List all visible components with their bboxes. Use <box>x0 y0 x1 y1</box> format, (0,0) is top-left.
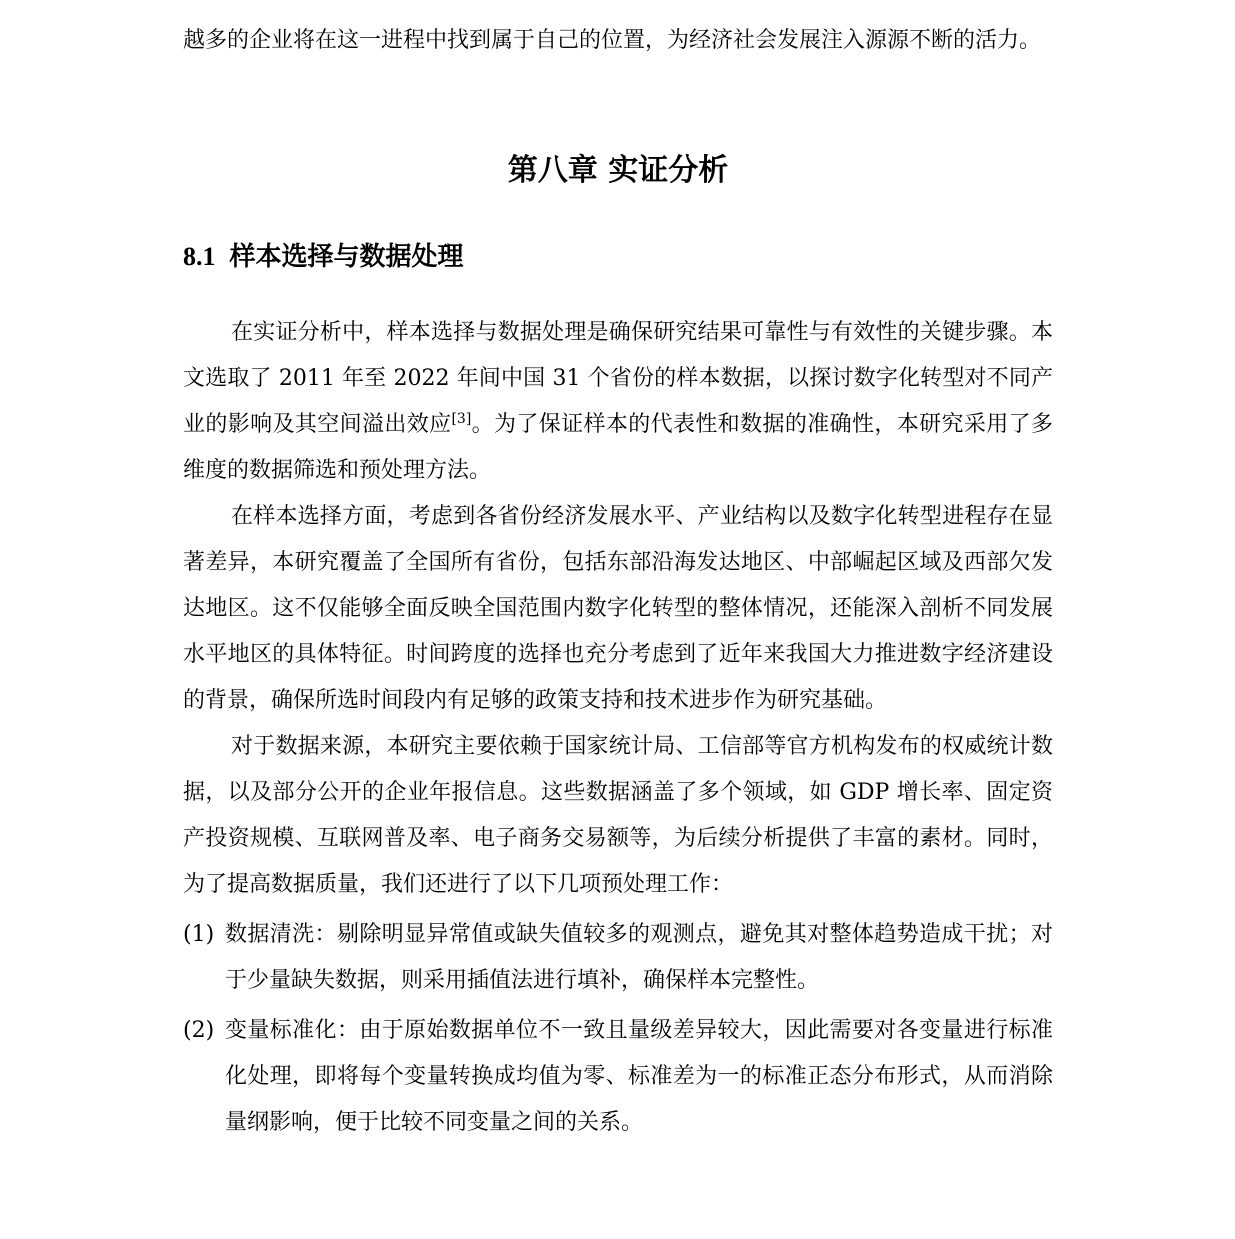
intro-continuation-block <box>183 18 1053 64</box>
paragraph-data-sources: 对于数据来源，本研究主要依赖于国家统计局、工信部等官方机构发布的权威统计数据，以及部分公开的企业年报信息。这些数据涵盖了多个领域，如 GDP 增长率、固定资产投资规模、互联网普及率、电子商务交易额等，为后续分析提供了丰富的素材。同时，为了提高数据质量，我们还进行了以下几项预处理工作： <box>183 734 1053 897</box>
preprocessing-list <box>183 912 1053 1146</box>
list-item <box>183 1008 1053 1146</box>
paragraph-text: 。为了保证样本的代表性和数据的准确性，本研究采用了多维度的数据筛选和预处理方法。 <box>183 412 1053 483</box>
list-item-text: 变量标准化：由于原始数据单位不一致且量级差异较大，因此需要对各变量进行标准化处理，即将每个变量转换成均值为零、标准差为一的标准正态分布形式，从而消除量纲影响，便于比较不同变量之间的关系。 <box>225 1018 1053 1135</box>
section-heading <box>183 234 464 280</box>
list-item-number: (1) <box>183 922 215 947</box>
citation-reference: [3] <box>451 411 472 427</box>
paragraph-sample-selection: 在样本选择方面，考虑到各省份经济发展水平、产业结构以及数字化转型进程存在显著差异，本研究覆盖了全国所有省份，包括东部沿海发达地区、中部崛起区域及西部欠发达地区。这不仅能够全面反映全国范围内数字化转型的整体情况，还能深入剖析不同发展水平地区的具体特征。时间跨度的选择也充分考虑到了近年来我国大力推进数字经济建设的背景，确保所选时间段内有足够的政策支持和技术进步作为研究基础。 <box>183 504 1053 713</box>
list-item-text: 数据清洗：剔除明显异常值或缺失值较多的观测点，避免其对整体趋势造成干扰；对于少量缺失数据，则采用插值法进行填补，确保样本完整性。 <box>225 922 1053 993</box>
intro-continuation-paragraph: 越多的企业将在这一进程中找到属于自己的位置，为经济社会发展注入源源不断的活力。 <box>183 28 1042 53</box>
section-body <box>183 310 1053 1146</box>
list-item-number: (2) <box>183 1018 215 1043</box>
list-item <box>183 912 1053 1004</box>
section-title-text: 样本选择与数据处理 <box>229 242 464 272</box>
chapter-title: 第八章 实证分析 <box>507 153 729 188</box>
paragraph-sample-intro <box>183 310 1053 494</box>
paragraph-text: 在实证分析中，样本选择与数据处理是确保研究结果可靠性与有效性的关键步骤。本文选取了 2011 年至 2022 年间中国 31 个省份的样本数据，以探讨数字化转型对不同产业的影响及其空间溢出效应 <box>183 320 1053 437</box>
section-number: 8.1 <box>183 242 216 271</box>
